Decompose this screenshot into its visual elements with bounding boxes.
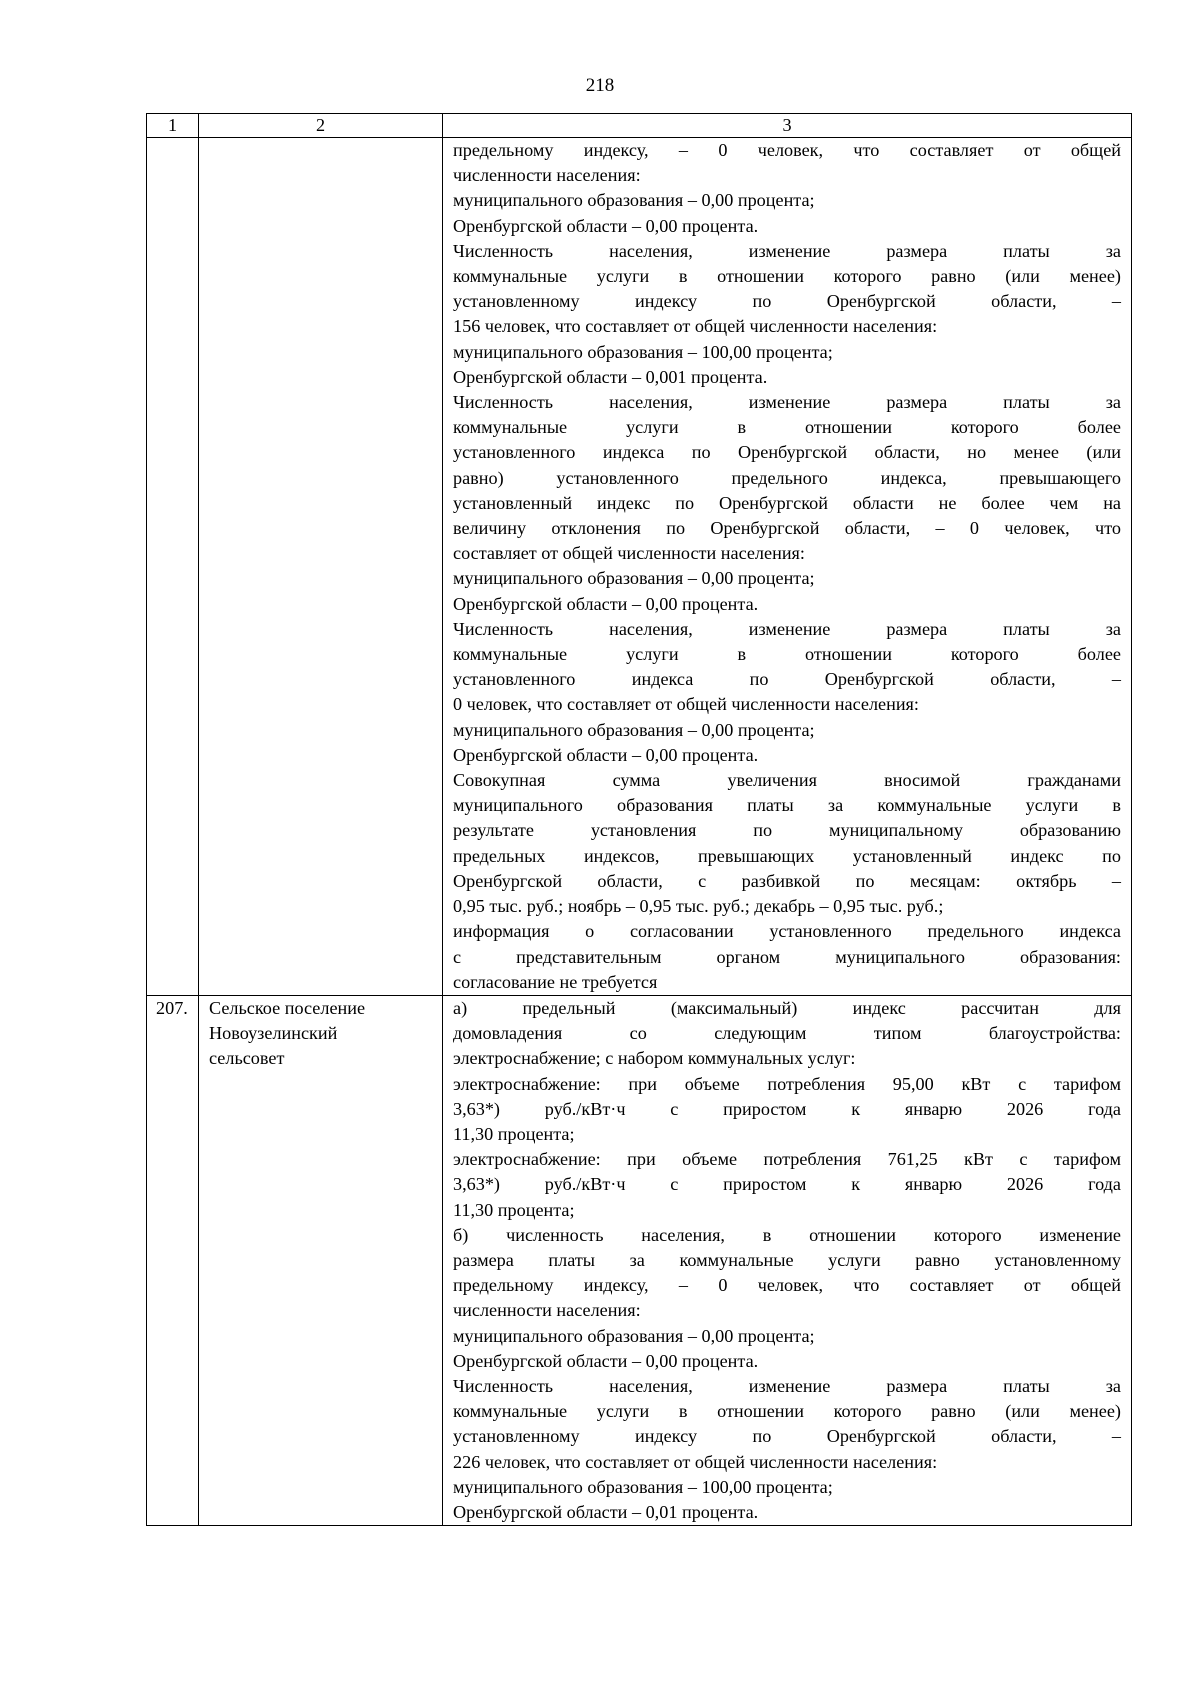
text-line: 156 человек, что составляет от общей численности населения:	[453, 316, 938, 337]
description-cell	[443, 995, 1132, 1525]
municipality-name-line: сельсовет	[209, 1048, 285, 1069]
text-line: Оренбургской области – 0,01 процента.	[453, 1501, 759, 1522]
table-row-continued	[147, 138, 1132, 996]
text-line: коммунальные услуги в отношении которого более	[453, 644, 1121, 665]
text-line: коммунальные услуги в отношении которого равно (или менее)	[453, 266, 1121, 287]
text-line: предельному индексу, – 0 человек, что составляет от общей	[453, 140, 1121, 160]
text-line: муниципального образования – 0,00 процента;	[453, 719, 815, 740]
text-line: муниципального образования – 0,00 процента;	[453, 1325, 815, 1346]
text-line: численности населения:	[453, 165, 641, 186]
text-line: величину отклонения по Оренбургской области, – 0 человек, что	[453, 518, 1121, 539]
municipality-name-line: Сельское поселение	[209, 997, 366, 1018]
text-line: Совокупная сумма увеличения вносимой гражданами	[453, 770, 1121, 791]
text-line: установленного индекса по Оренбургской области, –	[453, 669, 1121, 690]
page-number: 218	[585, 75, 615, 96]
text-line: установленный индекс по Оренбургской области не более чем на	[453, 492, 1121, 513]
text-line: 0,95 тыс. руб.; ноябрь – 0,95 тыс. руб.; декабрь – 0,95 тыс. руб.;	[453, 896, 944, 917]
text-line: Численность населения, изменение размера платы за	[453, 240, 1121, 261]
row-number-cell	[147, 138, 199, 996]
text-line: Оренбургской области – 0,00 процента.	[453, 744, 759, 765]
text-line: согласование не требуется	[453, 971, 658, 992]
text-line: установленного индекса по Оренбургской области, но менее (или	[453, 442, 1121, 463]
text-line: результате установления по муниципальному образованию	[453, 820, 1121, 841]
text-line: муниципального образования – 100,00 процента;	[453, 341, 833, 362]
column-header-1: 1	[147, 114, 199, 138]
text-line: электроснабжение: при объеме потребления 95,00 кВт с тарифом	[453, 1073, 1121, 1094]
text-line: размера платы за коммунальные услуги равно установленному	[453, 1249, 1121, 1270]
description-cell	[443, 138, 1132, 996]
municipality-name-line: Новоузелинский	[209, 1023, 338, 1044]
text-line: муниципального образования – 0,00 процента;	[453, 568, 815, 589]
table-header-row	[147, 114, 1132, 138]
data-table	[146, 113, 1132, 1526]
column-header-3: 3	[443, 114, 1132, 138]
text-line: муниципального образования – 0,00 процента;	[453, 190, 815, 211]
text-line: Оренбургской области – 0,001 процента.	[453, 366, 768, 387]
text-line: Численность населения, изменение размера платы за	[453, 1375, 1121, 1396]
text-line: 11,30 процента;	[453, 1199, 575, 1220]
text-line: а) предельный (максимальный) индекс рассчитан для	[453, 997, 1121, 1018]
text-line: б) численность населения, в отношении которого изменение	[453, 1224, 1121, 1245]
text-line: коммунальные услуги в отношении которого более	[453, 417, 1121, 438]
text-line: 3,63*) руб./кВт·ч с приростом к январю 2026 года	[453, 1174, 1121, 1195]
text-line: коммунальные услуги в отношении которого равно (или менее)	[453, 1401, 1121, 1422]
text-line: составляет от общей численности населения:	[453, 543, 805, 564]
text-line: 11,30 процента;	[453, 1123, 575, 1144]
row-number-cell: 207.	[147, 995, 199, 1525]
column-header-2: 2	[199, 114, 443, 138]
description-text	[453, 138, 1121, 995]
text-line: информация о согласовании установленного предельного индекса	[453, 921, 1121, 942]
text-line: установленному индексу по Оренбургской области, –	[453, 1426, 1121, 1447]
text-line: численности населения:	[453, 1300, 641, 1321]
text-line: Оренбургской области – 0,00 процента.	[453, 215, 759, 236]
municipality-name-cell	[199, 138, 443, 996]
description-text	[453, 996, 1121, 1525]
text-line: Оренбургской области – 0,00 процента.	[453, 1350, 759, 1371]
text-line: Численность населения, изменение размера платы за	[453, 392, 1121, 413]
text-line: установленному индексу по Оренбургской области, –	[453, 291, 1121, 312]
text-line: 226 человек, что составляет от общей численности населения:	[453, 1451, 938, 1472]
text-line: 0 человек, что составляет от общей численности населения:	[453, 694, 919, 715]
text-line: муниципального образования – 100,00 процента;	[453, 1476, 833, 1497]
text-line: Оренбургской области – 0,00 процента.	[453, 593, 759, 614]
text-line: с представительным органом муниципального образования:	[453, 946, 1121, 967]
text-line: муниципального образования платы за коммунальные услуги в	[453, 795, 1121, 816]
text-line: 3,63*) руб./кВт·ч с приростом к январю 2026 года	[453, 1098, 1121, 1119]
text-line: электроснабжение: при объеме потребления 761,25 кВт с тарифом	[453, 1149, 1121, 1170]
municipality-name-cell	[199, 995, 443, 1525]
text-line: равно) установленного предельного индекса, превышающего	[453, 467, 1121, 488]
text-line: Оренбургской области, с разбивкой по месяцам: октябрь –	[453, 870, 1121, 891]
text-line: предельных индексов, превышающих установленный индекс по	[453, 845, 1121, 866]
text-line: домовладения со следующим типом благоустройства:	[453, 1023, 1121, 1044]
text-line: предельному индексу, – 0 человек, что составляет от общей	[453, 1275, 1121, 1296]
text-line: электроснабжение; с набором коммунальных услуг:	[453, 1048, 856, 1069]
text-line: Численность населения, изменение размера платы за	[453, 618, 1121, 639]
table-row-207	[147, 995, 1132, 1525]
